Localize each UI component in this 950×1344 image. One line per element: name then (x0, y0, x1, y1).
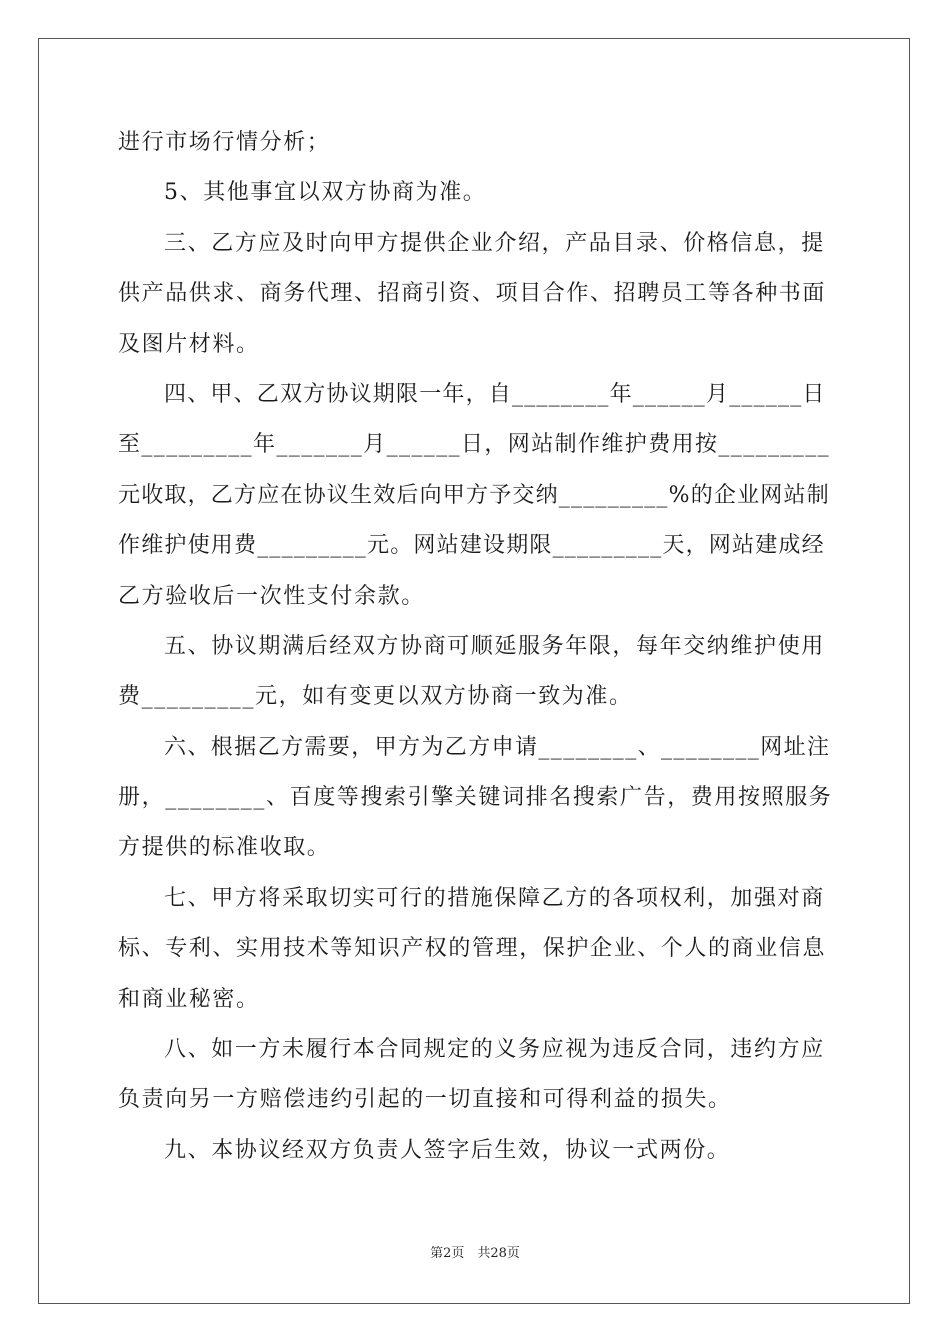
text-line-6: 四、甲、乙双方协议期限一年，自________年______月______日 (164, 381, 826, 407)
text-line-21: 九、本协议经双方负责人签字后生效，协议一式两份。 (164, 1137, 731, 1163)
page-number-footer: 第2页 共28页 (430, 1246, 520, 1261)
text-line-10: 乙方验收后一次性支付余款。 (118, 583, 425, 609)
text-line-11: 五、协议期满后经双方协商可顺延服务年限，每年交纳维护使用 (164, 633, 825, 659)
text-line-19: 八、如一方未履行本合同规定的义务应视为违反合同，违约方应 (164, 1037, 825, 1063)
text-line-3: 三、乙方应及时向甲方提供企业介绍，产品目录、价格信息，提 (164, 230, 825, 256)
text-line-2: 5、其他事宜以双方协商为准。 (164, 180, 487, 206)
text-line-16: 七、甲方将采取切实可行的措施保障乙方的各项权利，加强对商 (164, 885, 825, 911)
text-line-17: 标、专利、实用技术等知识产权的管理，保护企业、个人的商业信息 (118, 936, 827, 962)
text-line-8: 元收取，乙方应在协议生效后向甲方予交纳_________%的企业网站制 (118, 482, 830, 508)
text-line-7: 至_________年_______月______日，网站制作维护费用按_________ (118, 432, 831, 458)
text-line-20: 负责向另一方赔偿违约引起的一切直接和可得利益的损失。 (118, 1087, 732, 1113)
text-line-1: 进行市场行情分析； (118, 130, 331, 155)
text-line-18: 和商业秘密。 (118, 986, 260, 1012)
text-line-13: 六、根据乙方需要，甲方为乙方申请________、________网址注 (164, 734, 831, 760)
contract-body (118, 118, 832, 1176)
text-line-15: 方提供的标准收取。 (118, 835, 331, 861)
text-line-5: 及图片材料。 (118, 331, 260, 357)
text-line-12: 费_________元，如有变更以双方协商一致为准。 (118, 684, 633, 710)
text-line-14: 册，________、百度等搜索引擎关键词排名搜索广告，费用按照服务 (118, 785, 833, 811)
text-line-9: 作维护使用费_________元。网站建设期限_________天，网站建成经 (118, 533, 825, 559)
text-line-4: 供产品供求、商务代理、招商引资、项目合作、招聘员工等各种书面 (118, 281, 827, 307)
